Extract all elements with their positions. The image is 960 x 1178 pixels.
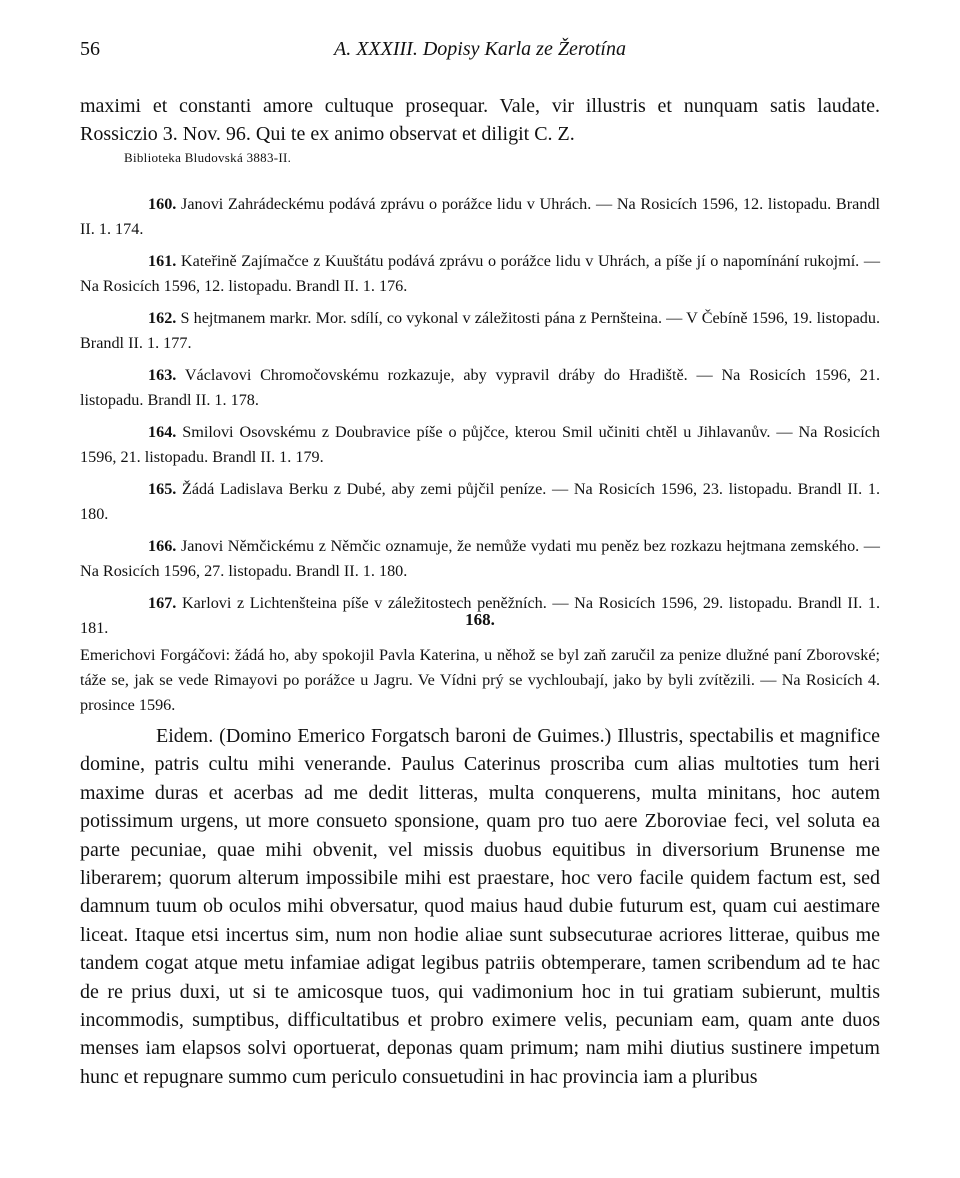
entry-text: Karlovi z Lichtenšteina píše v záležitostech peněžních. — Na Rosicích 1596, 29. listopadu. Brandl II. 1. 181.: [80, 594, 880, 637]
letter-body: Eidem. (Domino Emerico Forgatsch baroni de Guimes.) Illustris, spectabilis et magnifice domine, patris cultu mihi venerande. Paulus Caterinus proscriba cum alias multoties tum heri maxime duras et acerbas ad me dedit litteras, multa conquerens, multa minitans, hoc autem potissimum urgens, ut more consueto sponsione, quam pro tuo aere Zboroviae feci, vel soluta ea parte pecuniae, quae mihi obvenit, vel missis duobus equitibus in diversorium Brunense me liberarem; quorum alterum impossibile mihi est praestare, hoc vero facile quidem factum est, sed damnum tuum ob oculos mihi obversatur, quod maius haud dubie futurum est, quam cui aestimare liceat. Itaque etsi incertus sim, num non hodie aliae sunt subsecuturae acriores litterae, quibus me tandem cogat atque metu infamiae adigat legibus patriis obtemperare, tamen scribendum ad te hac de re prius duxi, ut si te amicosque tuos, qui vadimonium hoc in tui gratiam subierunt, multis incommodis, sumptibus, difficultatibus et probro eximere velis, pecuniam eam, quam ante duos menses iam elapsos solvi oportuerat, deponas quam primum; nam mihi diutius sustinere impetum hunc et repugnare summo cum periculo consuetudini in hac provincia iam a pluribus: [80, 725, 880, 1088]
entry-text: S hejtmanem markr. Mor. sdílí, co vykonal v záležitosti pána z Pernšteina. — V Čebíně 1596, 19. listopadu. Brandl II. 1. 177.: [80, 309, 881, 352]
page-number: 56: [80, 38, 100, 60]
entry-number: 163.: [148, 366, 177, 384]
archive-source-note: Biblioteka Bludovská 3883-II.: [124, 150, 292, 165]
entry-number: 162.: [148, 309, 177, 327]
letter-closing-text: maximi et constanti amore cultuque prosequar. Vale, vir illustris et nunquam satis laudate. Rossiczio 3. Nov. 96. Qui te ex animo observat et diligit C. Z.: [80, 95, 880, 145]
entry-text: Janovi Zahrádeckému podává zprávu o porážce lidu v Uhrách. — Na Rosicích 1596, 12. listopadu. Brandl II. 1. 174.: [80, 195, 880, 238]
regest-entry: [80, 420, 880, 470]
entry-text: Václavovi Chromočovskému rozkazuje, aby vypravil dráby do Hradiště. — Na Rosicích 1596, 21. listopadu. Brandl II. 1. 178.: [80, 366, 880, 409]
letter-number: 168.: [465, 610, 495, 629]
regest-entry: [80, 534, 880, 584]
entry-number: 165.: [148, 480, 177, 498]
entry-text: Kateřině Zajímačce z Kuuštátu podává zprávu o porážce lidu v Uhrách, a píše jí o napomínání rukojmí. — Na Rosicích 1596, 12. listopadu. Brandl II. 1. 176.: [80, 252, 881, 295]
entry-number: 164.: [148, 423, 177, 441]
regest-entry: [80, 306, 880, 356]
running-title: A. XXXIII. Dopisy Karla ze Žerotína: [333, 38, 626, 60]
regest-entry: [80, 477, 880, 527]
letter-summary: [80, 643, 880, 718]
entry-text: Žádá Ladislava Berku z Dubé, aby zemi půjčil peníze. — Na Rosicích 1596, 23. listopadu. Brandl II. 1. 180.: [80, 480, 880, 523]
entry-text: Smilovi Osovskému z Doubravice píše o půjčce, kterou Smil učiniti chtěl u Jihlavanův. — Na Rosicích 1596, 21. listopadu. Brandl II. 1. 179.: [80, 423, 881, 466]
regest-entry: [80, 249, 880, 299]
entry-number: 167.: [148, 594, 177, 612]
entry-number: 161.: [148, 252, 177, 270]
entry-number: 166.: [148, 537, 177, 555]
letter-summary-text: Emerichovi Forgáčovi: žádá ho, aby spokojil Pavla Katerina, u něhož se byl zaň zaručil za penize dlužné paní Zborovské; táže se, jak se vede Rimayovi po porážce u Jagru. Ve Vídni prý se vychloubají, jako by byli zvítězili. — Na Rosicích 4. prosince 1596.: [80, 646, 880, 714]
entry-number: 160.: [148, 195, 177, 213]
page-header: [80, 38, 880, 64]
entry-text: Janovi Němčickému z Němčic oznamuje, že nemůže vydati mu peněz bez rozkazu hejtmana zemského. — Na Rosicích 1596, 27. listopadu. Brandl II. 1. 180.: [80, 537, 880, 580]
regest-entry: [80, 363, 880, 413]
regesta-list: [80, 192, 880, 648]
regest-entry: [80, 192, 880, 242]
